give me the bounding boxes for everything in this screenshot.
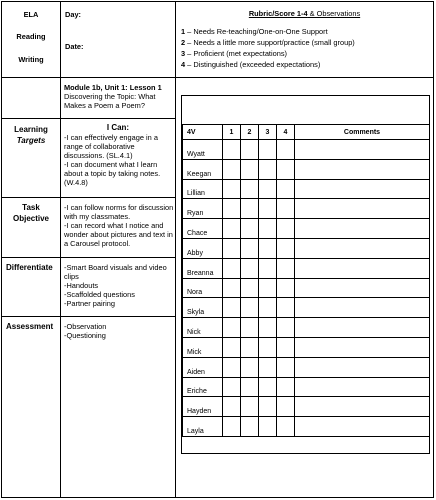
score-cell[interactable] (277, 159, 295, 179)
score-cell[interactable] (277, 397, 295, 417)
student-name: Lillian (183, 179, 223, 199)
score-cell[interactable] (241, 377, 259, 397)
lesson-title: Discovering the Topic: What Makes a Poem a Poem? (64, 92, 156, 110)
score-cell[interactable] (277, 337, 295, 357)
rubric-title (175, 9, 434, 18)
score-cell[interactable] (259, 318, 277, 338)
observation-grid (182, 124, 430, 437)
score-cell[interactable] (277, 238, 295, 258)
rubric-title-rest: & Observations (307, 9, 361, 18)
comment-cell[interactable] (295, 199, 430, 219)
score-cell[interactable] (259, 357, 277, 377)
score-cell[interactable] (259, 199, 277, 219)
grid-column-header: 2 (241, 125, 259, 140)
table-row (183, 298, 430, 318)
lesson-module: Module 1b, Unit 1: Lesson 1 (64, 83, 162, 92)
score-cell[interactable] (241, 337, 259, 357)
score-cell[interactable] (223, 278, 241, 298)
table-row (183, 337, 430, 357)
assessment-cell (60, 316, 176, 498)
score-cell[interactable] (241, 179, 259, 199)
score-cell[interactable] (277, 199, 295, 219)
subject-reading: Reading (16, 32, 46, 41)
grid-column-header: Comments (295, 125, 430, 140)
score-cell[interactable] (259, 337, 277, 357)
date-label: Date: (65, 42, 84, 51)
comment-cell[interactable] (295, 298, 430, 318)
table-row (183, 357, 430, 377)
score-cell[interactable] (241, 258, 259, 278)
score-cell[interactable] (241, 159, 259, 179)
score-cell[interactable] (241, 219, 259, 239)
student-name: Wyatt (183, 140, 223, 160)
objective-text: -I can follow norms for discussion with my classmates. -I can record what I notice and wonder about pictures and text in a Carousel protocol. (64, 203, 174, 248)
score-cell[interactable] (277, 278, 295, 298)
table-row (183, 377, 430, 397)
score-cell[interactable] (277, 219, 295, 239)
grid-column-header: 4 (277, 125, 295, 140)
score-cell[interactable] (223, 397, 241, 417)
score-cell[interactable] (223, 417, 241, 437)
comment-cell[interactable] (295, 397, 430, 417)
score-cell[interactable] (241, 417, 259, 437)
score-cell[interactable] (223, 159, 241, 179)
score-cell[interactable] (223, 219, 241, 239)
table-row (183, 318, 430, 338)
score-cell[interactable] (277, 417, 295, 437)
subject-writing: Writing (18, 55, 44, 64)
score-cell[interactable] (241, 140, 259, 160)
score-cell[interactable] (259, 140, 277, 160)
assessment-label: Assessment (6, 322, 54, 331)
score-cell[interactable] (277, 357, 295, 377)
score-cell[interactable] (241, 199, 259, 219)
comment-cell[interactable] (295, 219, 430, 239)
score-cell[interactable] (241, 397, 259, 417)
score-cell[interactable] (223, 318, 241, 338)
table-row (183, 258, 430, 278)
student-name: Hayden (183, 397, 223, 417)
student-name: Aiden (183, 357, 223, 377)
rubric-item-2: 2 – Needs a little more support/practice (small group) (181, 38, 355, 47)
grid-column-header: 4V (183, 125, 223, 140)
assessment-label-cell (1, 316, 61, 498)
score-cell[interactable] (277, 258, 295, 278)
differentiate-text: -Smart Board visuals and video clips -Handouts -Scaffolded questions -Partner pairing (64, 263, 167, 308)
comment-cell[interactable] (295, 238, 430, 258)
score-cell[interactable] (223, 140, 241, 160)
comment-cell[interactable] (295, 357, 430, 377)
table-row (183, 140, 430, 160)
student-name: Nora (183, 278, 223, 298)
score-cell[interactable] (223, 179, 241, 199)
score-cell[interactable] (259, 417, 277, 437)
score-cell[interactable] (259, 258, 277, 278)
comment-cell[interactable] (295, 159, 430, 179)
score-cell[interactable] (241, 318, 259, 338)
student-name: Skyla (183, 298, 223, 318)
score-cell[interactable] (241, 238, 259, 258)
student-name: Mick (183, 337, 223, 357)
score-cell[interactable] (223, 357, 241, 377)
score-cell[interactable] (277, 140, 295, 160)
grid-header-row (183, 125, 430, 140)
student-name: Breanna (183, 258, 223, 278)
day-label: Day: (65, 10, 82, 19)
score-cell[interactable] (259, 397, 277, 417)
score-cell[interactable] (259, 219, 277, 239)
student-name: Chace (183, 219, 223, 239)
differentiate-label: Differentiate (6, 263, 53, 272)
targets-label: Learning Targets (14, 125, 48, 145)
grid-column-header: 1 (223, 125, 241, 140)
score-cell[interactable] (277, 298, 295, 318)
table-row (183, 238, 430, 258)
score-cell[interactable] (223, 258, 241, 278)
score-cell[interactable] (241, 278, 259, 298)
score-cell[interactable] (241, 357, 259, 377)
score-cell[interactable] (223, 337, 241, 357)
assessment-text: -Observation -Questioning (64, 322, 107, 340)
lesson-label-cell (1, 77, 61, 119)
score-cell[interactable] (259, 159, 277, 179)
score-cell[interactable] (223, 238, 241, 258)
table-row (183, 199, 430, 219)
student-name: Eriche (183, 377, 223, 397)
rubric-item-4: 4 – Distinguished (exceeded expectations) (181, 60, 321, 69)
comment-cell[interactable] (295, 377, 430, 397)
table-row (183, 159, 430, 179)
score-cell[interactable] (277, 377, 295, 397)
comment-cell[interactable] (295, 140, 430, 160)
comment-cell[interactable] (295, 278, 430, 298)
observation-grid-frame (181, 95, 430, 454)
score-cell[interactable] (241, 298, 259, 318)
table-row (183, 397, 430, 417)
score-cell[interactable] (223, 298, 241, 318)
student-name: Nick (183, 318, 223, 338)
score-cell[interactable] (259, 179, 277, 199)
score-cell[interactable] (223, 377, 241, 397)
table-row (183, 179, 430, 199)
score-cell[interactable] (259, 298, 277, 318)
rubric-title-bold: Rubric/Score 1-4 (248, 9, 308, 18)
comment-cell[interactable] (295, 417, 430, 437)
table-row (183, 417, 430, 437)
table-row (183, 219, 430, 239)
rubric-item-1: 1 – Needs Re-teaching/One-on-One Support (181, 27, 328, 36)
score-cell[interactable] (259, 377, 277, 397)
score-cell[interactable] (277, 179, 295, 199)
student-name: Ryan (183, 199, 223, 219)
grid-column-header: 3 (259, 125, 277, 140)
score-cell[interactable] (259, 238, 277, 258)
objective-label: Task Objective (12, 203, 49, 223)
score-cell[interactable] (223, 199, 241, 219)
comment-cell[interactable] (295, 179, 430, 199)
student-name: Abby (183, 238, 223, 258)
rubric-item-3: 3 – Proficient (met expectations) (181, 49, 287, 58)
targets-heading: I Can: (106, 123, 130, 132)
targets-text: -I can effectively engage in a range of collaborative discussions. (SL.4.1) -I can document what I learn about a topic by taking notes. (W.4.8) (64, 133, 161, 187)
comment-cell[interactable] (295, 258, 430, 278)
score-cell[interactable] (259, 278, 277, 298)
comment-cell[interactable] (295, 337, 430, 357)
subject-ela: ELA (23, 10, 39, 19)
comment-cell[interactable] (295, 318, 430, 338)
student-name: Layla (183, 417, 223, 437)
score-cell[interactable] (277, 318, 295, 338)
table-row (183, 278, 430, 298)
student-name: Keegan (183, 159, 223, 179)
